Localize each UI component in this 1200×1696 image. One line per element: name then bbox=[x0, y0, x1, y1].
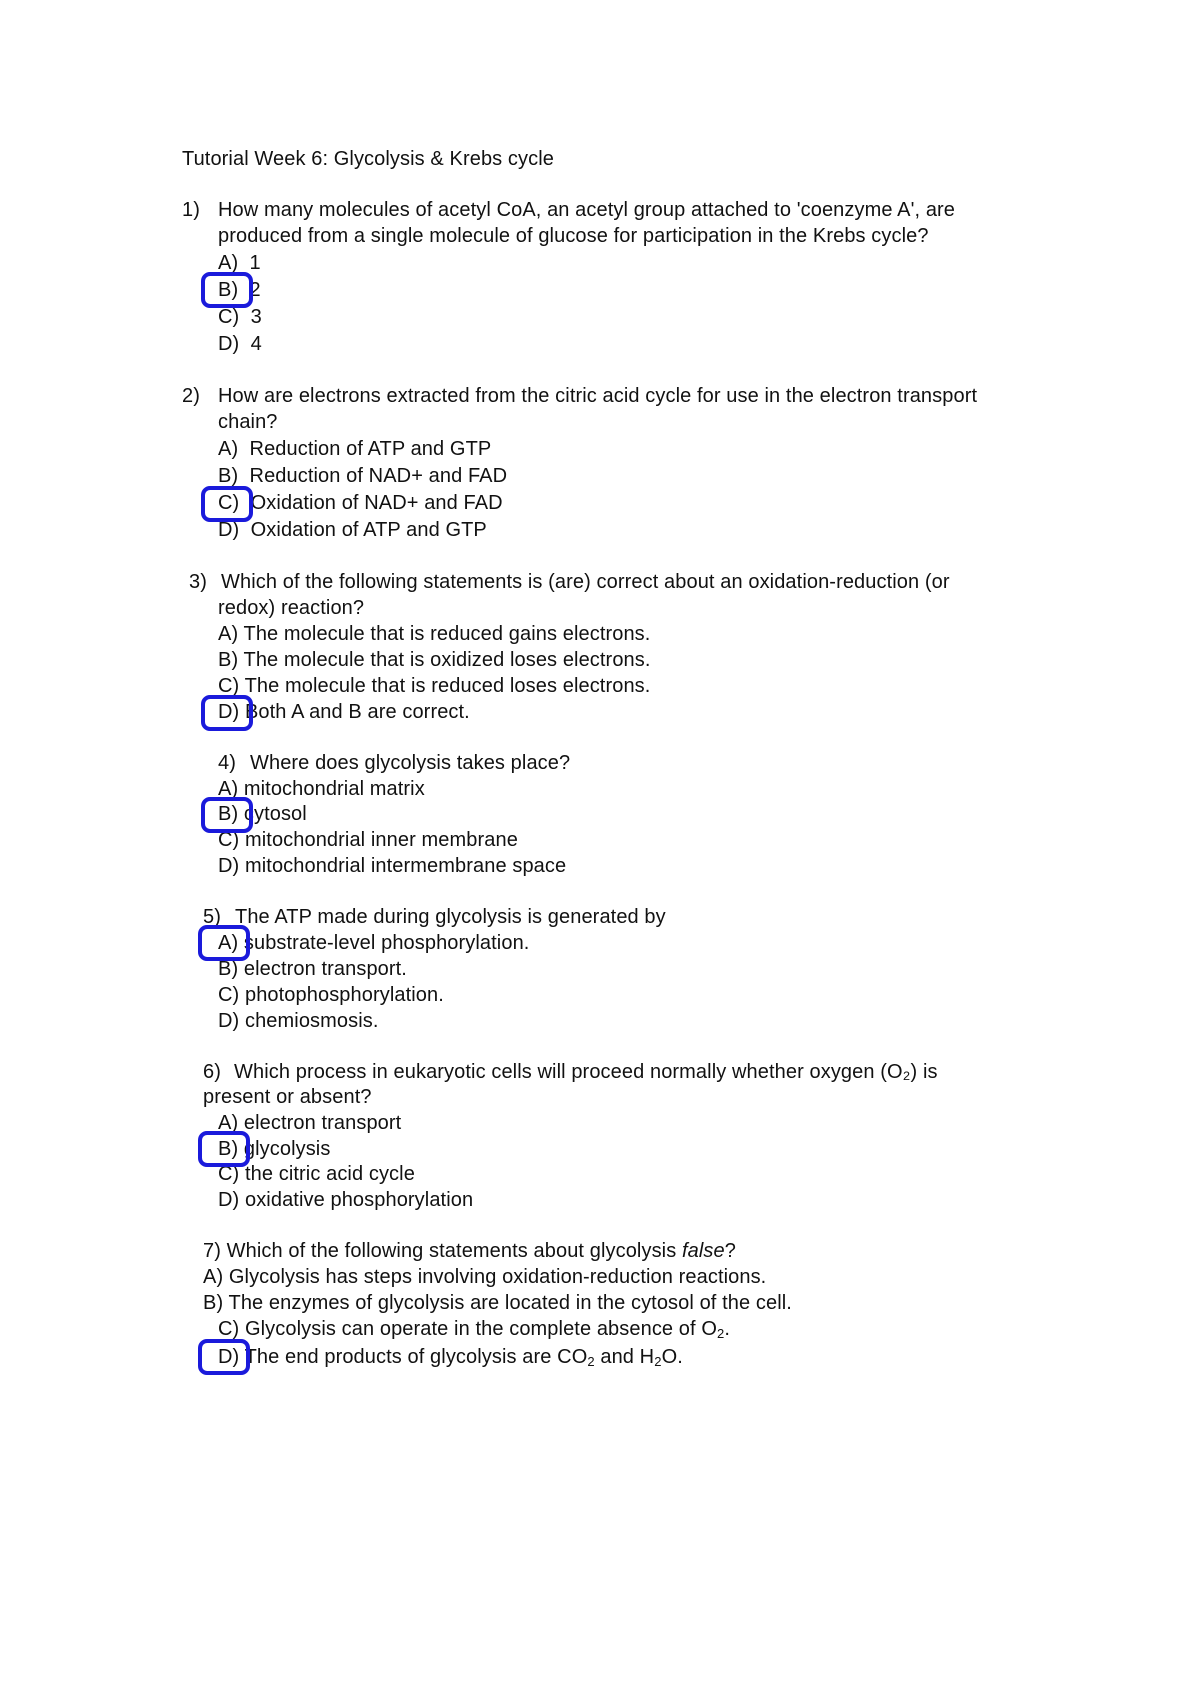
option-d bbox=[218, 1008, 379, 1034]
option-label: D) bbox=[218, 333, 240, 355]
option-label: A) bbox=[218, 438, 239, 460]
question-number: 2) bbox=[182, 385, 200, 407]
option-label: C) bbox=[218, 1163, 240, 1185]
option-label: C) bbox=[218, 675, 240, 697]
answer-circle bbox=[198, 1339, 250, 1375]
option-b bbox=[218, 956, 407, 982]
option-text: The molecule that is reduced loses electrons. bbox=[244, 675, 651, 697]
option-d bbox=[218, 1187, 473, 1213]
option-text: 1 bbox=[249, 252, 261, 274]
option-text: 4 bbox=[250, 333, 262, 355]
option-label: B) bbox=[218, 803, 239, 825]
option-label: D) bbox=[218, 1346, 240, 1368]
option-label: C) bbox=[218, 984, 240, 1006]
option-a bbox=[203, 1264, 766, 1290]
option-label: C) bbox=[218, 306, 240, 328]
option-label: A) bbox=[218, 1112, 239, 1134]
option-label: C) bbox=[218, 1318, 240, 1340]
option-b bbox=[218, 463, 507, 489]
option-d bbox=[218, 517, 487, 543]
option-text: substrate-level phosphorylation. bbox=[243, 932, 530, 954]
option-b bbox=[218, 647, 651, 673]
option-a bbox=[218, 621, 650, 647]
option-text: photophosphorylation. bbox=[244, 984, 444, 1006]
option-a bbox=[218, 436, 491, 462]
option-label: C) bbox=[218, 829, 240, 851]
question-stem: Which of the following statements is (are) correct about an oxidation-reduction (or bbox=[221, 571, 950, 593]
option-text: chemiosmosis. bbox=[244, 1010, 379, 1032]
question-stem: present or absent? bbox=[203, 1086, 372, 1108]
option-label: B) bbox=[218, 958, 239, 980]
option-label: A) bbox=[203, 1266, 224, 1288]
option-label: D) bbox=[218, 855, 240, 877]
option-c bbox=[218, 490, 503, 516]
option-label: A) bbox=[218, 623, 239, 645]
question-number: 3) bbox=[189, 571, 207, 593]
option-d bbox=[218, 331, 262, 357]
option-d: D) The end products of glycolysis are $CO_2$ and $H_2O$. bbox=[218, 1346, 683, 1369]
answer-circle bbox=[201, 797, 253, 833]
option-c bbox=[218, 673, 650, 699]
option-label: A) bbox=[218, 252, 239, 274]
answer-circle bbox=[198, 1131, 250, 1167]
question-stem: The ATP made during glycolysis is generated by bbox=[235, 906, 666, 928]
option-text: oxidative phosphorylation bbox=[244, 1189, 474, 1211]
page-title: Tutorial Week 6: Glycolysis & Krebs cycle bbox=[182, 148, 554, 170]
answer-circle bbox=[201, 272, 253, 308]
option-text: Both A and B are correct. bbox=[244, 701, 470, 723]
option-text: The molecule that is oxidized loses electrons. bbox=[243, 649, 651, 671]
option-label: D) bbox=[218, 701, 240, 723]
answer-circle bbox=[201, 695, 253, 731]
option-b bbox=[203, 1290, 792, 1316]
option-text: the citric acid cycle bbox=[244, 1163, 415, 1185]
option-label: D) bbox=[218, 519, 240, 541]
option-text: The enzymes of glycolysis are located in the cytosol of the cell. bbox=[228, 1292, 792, 1314]
option-text: The end products of glycolysis are CO bbox=[244, 1346, 588, 1368]
option-text: Oxidation of ATP and GTP bbox=[250, 519, 487, 541]
option-label: B) bbox=[218, 279, 239, 301]
option-label: D) bbox=[218, 1189, 240, 1211]
question-number: 6) bbox=[203, 1061, 221, 1083]
option-c bbox=[218, 1161, 415, 1187]
emphasis: false bbox=[681, 1240, 725, 1262]
option-label: A) bbox=[218, 778, 239, 800]
question-number: 5) bbox=[203, 906, 221, 928]
option-label: B) bbox=[218, 465, 239, 487]
option-d bbox=[218, 699, 470, 725]
option-text: The molecule that is reduced gains electrons. bbox=[243, 623, 651, 645]
option-label: B) bbox=[203, 1292, 224, 1314]
option-label: C) bbox=[218, 492, 240, 514]
option-text: mitochondrial intermembrane space bbox=[244, 855, 567, 877]
question-number: 1) bbox=[182, 199, 200, 221]
option-label: B) bbox=[218, 1138, 239, 1160]
question-number: 4) bbox=[218, 752, 236, 774]
option-text: electron transport. bbox=[243, 958, 407, 980]
option-text: Reduction of ATP and GTP bbox=[249, 438, 492, 460]
option-c: C) Glycolysis can operate in the complete absence of $O_2$. bbox=[218, 1318, 731, 1341]
option-text: Reduction of NAD+ and FAD bbox=[249, 465, 508, 487]
question-stem: produced from a single molecule of glucose for participation in the Krebs cycle? bbox=[218, 225, 929, 247]
option-label: B) bbox=[218, 649, 239, 671]
option-text: glycolysis bbox=[243, 1138, 331, 1160]
option-text: cytosol bbox=[243, 803, 307, 825]
option-text: mitochondrial inner membrane bbox=[244, 829, 518, 851]
option-text: Oxidation of NAD+ and FAD bbox=[250, 492, 503, 514]
question-stem: 7) Which of the following statements about glycolysis false? bbox=[203, 1240, 736, 1262]
question-number: 7) bbox=[203, 1240, 221, 1262]
option-label: D) bbox=[218, 1010, 240, 1032]
question-stem: How many molecules of acetyl CoA, an acetyl group attached to 'coenzyme A', are bbox=[218, 199, 956, 221]
answer-circle bbox=[201, 486, 253, 522]
option-text: mitochondrial matrix bbox=[243, 778, 425, 800]
question-stem: redox) reaction? bbox=[218, 597, 365, 619]
option-label: A) bbox=[218, 932, 239, 954]
option-text: 3 bbox=[250, 306, 262, 328]
option-d bbox=[218, 853, 566, 879]
question-stem: chain? bbox=[218, 411, 278, 433]
option-text: electron transport bbox=[243, 1112, 402, 1134]
answer-circle bbox=[198, 925, 250, 961]
option-c bbox=[218, 982, 444, 1008]
question-stem: How are electrons extracted from the citric acid cycle for use in the electron transport bbox=[218, 385, 978, 407]
option-a bbox=[218, 930, 529, 956]
option-text: Glycolysis has steps involving oxidation-reduction reactions. bbox=[228, 1266, 767, 1288]
option-c bbox=[218, 827, 518, 853]
option-text: 2 bbox=[249, 279, 261, 301]
question-stem: Where does glycolysis takes place? bbox=[250, 752, 571, 774]
option-text: Glycolysis can operate in the complete absence of O bbox=[244, 1318, 717, 1340]
question-stem: Which process in eukaryotic cells will proceed normally whether oxygen (O₂) is bbox=[234, 1061, 938, 1083]
